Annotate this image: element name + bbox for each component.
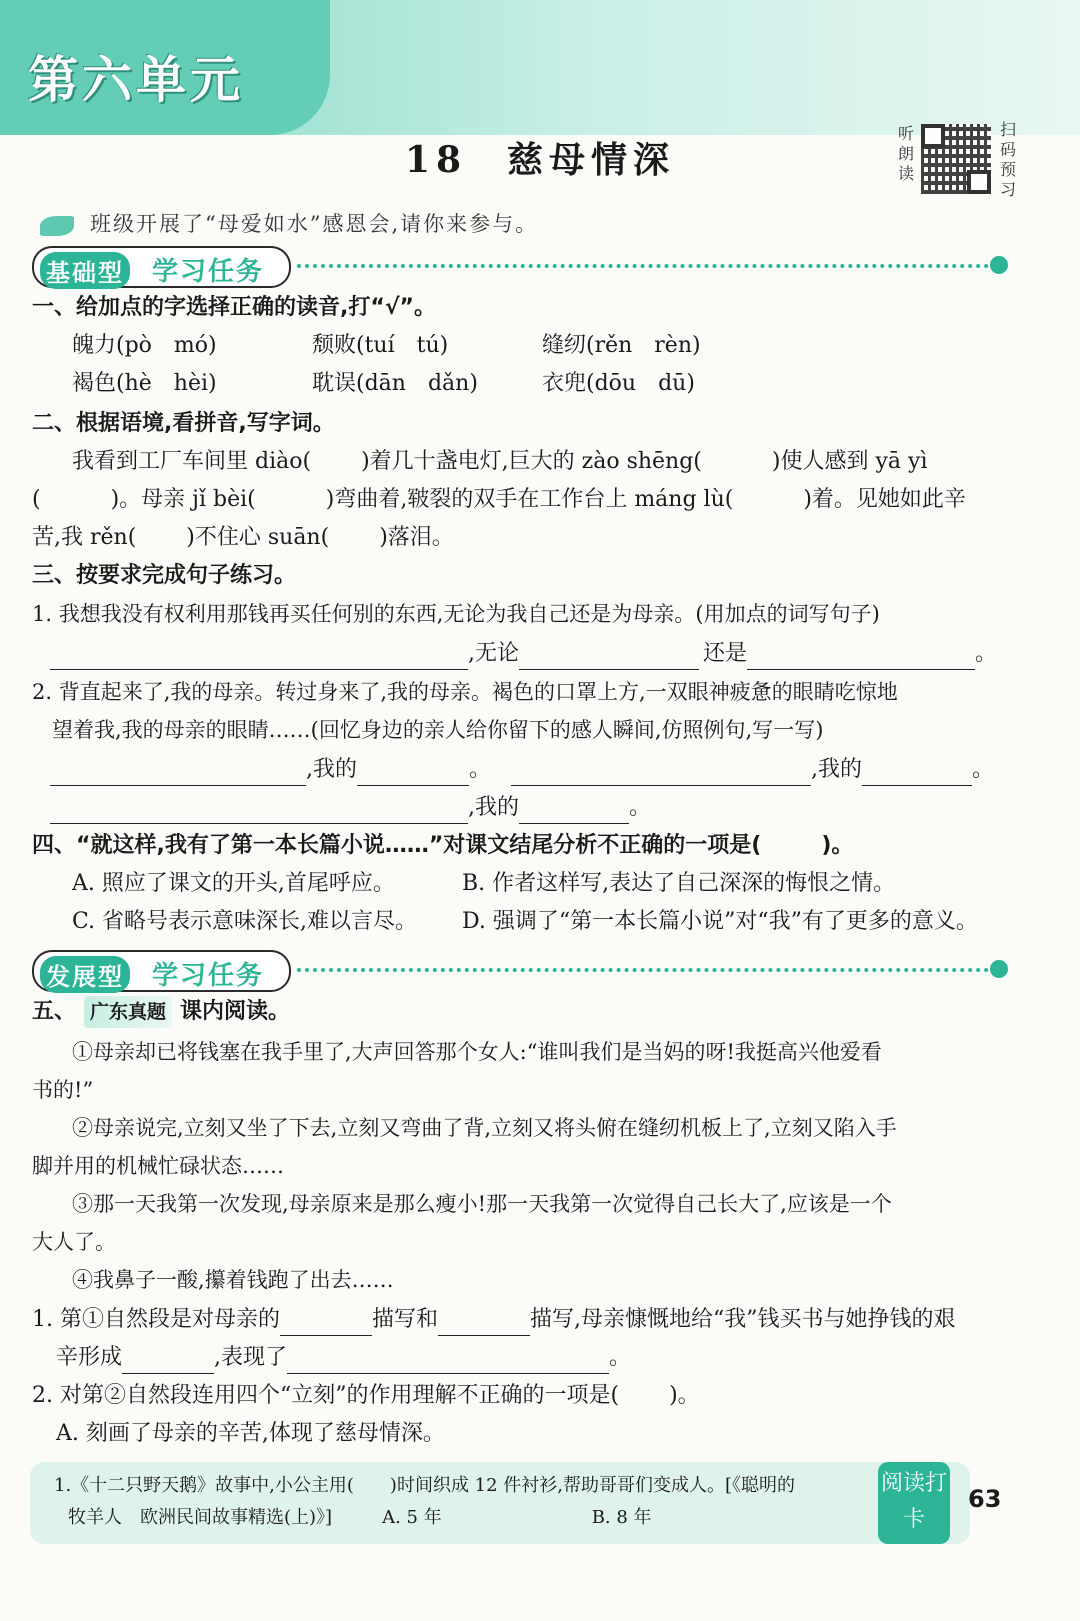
- section-type: 基础型: [40, 252, 130, 289]
- page-number: 63: [968, 1485, 1002, 1513]
- q2-title: 二、根据语境,看拼音,写字词。: [32, 411, 335, 436]
- q5-r1-text: 辛形成: [56, 1345, 123, 1370]
- q4-option-d[interactable]: D. 强调了“第一本长篇小说”对“我”有了更多的意义。: [462, 909, 978, 934]
- answer-line[interactable]: [862, 763, 972, 786]
- footer-question: [54, 1470, 874, 1534]
- qr-left-label: 听朗读: [897, 124, 914, 183]
- q2-line-2: [32, 484, 966, 516]
- answer-line[interactable]: [122, 1351, 214, 1374]
- q5-r2: [32, 1380, 700, 1412]
- q4-option-a[interactable]: A. 照应了课文的开头,首尾呼应。: [72, 871, 395, 896]
- answer-line[interactable]: [287, 1351, 609, 1374]
- q5-r2-option-a[interactable]: A. 刻画了母亲的辛苦,体现了慈母情深。: [56, 1421, 445, 1446]
- q5-passage-3a: ③那一天我第一次发现,母亲原来是那么瘦小!那一天我第一次觉得自己长大了,应该是一个: [72, 1192, 892, 1216]
- q1-item-1[interactable]: 魄力(pò mó): [72, 333, 217, 358]
- q3-title: 三、按要求完成句子练习。: [32, 563, 297, 588]
- dotted-divider: [297, 968, 997, 972]
- q3-s1: 1. 我想我没有权利用那钱再买任何别的东西,无论为我自己还是为母亲。(用加点的词写句子): [32, 602, 880, 626]
- q3-s2-a: 2. 背直起来了,我的母亲。转过身来了,我的母亲。褐色的口罩上方,一双眼神疲惫的眼睛吃惊地: [32, 680, 898, 704]
- q3-wode: ,我的: [468, 795, 519, 820]
- answer-line[interactable]: [747, 647, 975, 670]
- lesson-number: 18: [404, 139, 468, 181]
- answer-line[interactable]: [50, 801, 468, 824]
- q5-r1-line2: [56, 1342, 631, 1374]
- intro-text: 班级开展了“母爱如水”感恩会,请你来参与。: [90, 212, 539, 236]
- footer-line-2: [54, 1502, 874, 1534]
- q4-title-end: )。: [821, 833, 854, 858]
- q2-text: )落泪。: [379, 525, 454, 550]
- q5-title: [32, 996, 290, 1028]
- q3-wode: ,我的: [811, 757, 863, 782]
- q5-prefix: 五、: [32, 999, 77, 1024]
- q5-r1-text: ,表现了: [214, 1345, 288, 1370]
- q5-r2-text: 2. 对第②自然段连用四个“立刻”的作用理解不正确的一项是(: [32, 1383, 620, 1408]
- q1-item-4[interactable]: 褐色(hè hèi): [72, 371, 217, 396]
- q3-s2-b: 望着我,我的母亲的眼睛……(回忆身边的亲人给你留下的感人瞬间,仿照例句,写一写): [52, 718, 824, 742]
- answer-line[interactable]: [50, 647, 468, 670]
- q2-text: )着。见她如此辛: [803, 487, 966, 512]
- q2-line-3: [32, 522, 454, 554]
- q2-text: )不住心 suān(: [186, 525, 330, 550]
- reading-checkin-tab[interactable]: 阅读打卡: [878, 1462, 950, 1544]
- q1-item-5[interactable]: 耽误(dān dǎn): [312, 371, 478, 396]
- q5-r1-text: 1. 第①自然段是对母亲的: [32, 1307, 280, 1332]
- dotted-divider: [297, 264, 997, 268]
- q3-s2-answer-1: [50, 754, 994, 786]
- q5-passage-2a: ②母亲说完,立刻又坐了下去,立刻又弯曲了背,立刻又将头俯在缝纫机板上了,立刻又陷入手: [72, 1116, 897, 1140]
- unit-title: 第六单元: [28, 51, 244, 109]
- q3-wulun: ,无论: [468, 641, 519, 666]
- q2-text: (: [32, 487, 41, 512]
- answer-line[interactable]: [511, 763, 811, 786]
- q3-period: 。: [469, 757, 492, 782]
- q2-text: )。母亲 jǐ bèi(: [110, 487, 256, 512]
- q3-period: 。: [629, 795, 652, 820]
- answer-line[interactable]: [519, 647, 699, 670]
- q5-passage-4: ④我鼻子一酸,攥着钱跑了出去……: [72, 1268, 394, 1292]
- footer-option-a[interactable]: A. 5 年: [382, 1507, 442, 1528]
- q2-text: )着几十盏电灯,巨大的 zào shēng(: [361, 449, 702, 474]
- q3-haishi: 还是: [703, 641, 748, 666]
- q2-text: )弯曲着,皲裂的双手在工作台上 máng lù(: [325, 487, 734, 512]
- q3-s2-answer-2: [50, 792, 651, 824]
- leaf-icon: [40, 216, 74, 236]
- section-basic-header: [32, 246, 1032, 290]
- q5-passage-1a: ①母亲却已将钱塞在我手里了,大声回答那个女人:“谁叫我们是当妈的呀!我挺高兴他爱看: [72, 1040, 882, 1064]
- divider-end-dot: [990, 960, 1008, 978]
- q4-title: [32, 830, 853, 862]
- answer-line[interactable]: [438, 1313, 530, 1336]
- q5-r1-text: 。: [609, 1345, 632, 1370]
- footer-source: 牧羊人 欧洲民间故事精选(上)》]: [68, 1507, 333, 1528]
- q5-r1-text: 描写和: [371, 1307, 438, 1332]
- q4-option-b[interactable]: B. 作者这样写,表达了自己深深的悔恨之情。: [462, 871, 896, 896]
- q2-text: )使人感到 yā yì: [771, 449, 928, 474]
- answer-line[interactable]: [357, 763, 469, 786]
- q4-option-c[interactable]: C. 省略号表示意味深长,难以言尽。: [72, 909, 418, 934]
- q5-r2-end: )。: [669, 1383, 700, 1408]
- answer-line[interactable]: [50, 763, 306, 786]
- q2-text: 我看到工厂车间里 diào(: [72, 449, 312, 474]
- q1-title: 一、给加点的字选择正确的读音,打“√”。: [32, 295, 436, 320]
- q1-item-2[interactable]: 颓败(tuí tú): [312, 333, 449, 358]
- q3-period: 。: [975, 641, 998, 666]
- footer-line-1: 1.《十二只野天鹅》故事中,小公主用( )时间织成 12 件衬衫,帮助哥哥们变成人。[《聪明的: [54, 1475, 796, 1496]
- q3-wode: ,我的: [306, 757, 357, 782]
- qr-code-icon[interactable]: [921, 124, 991, 194]
- lesson-name: 慈母情深: [507, 139, 676, 181]
- qr-block[interactable]: [895, 120, 1035, 199]
- section-type: 发展型: [40, 956, 130, 993]
- footer-option-b[interactable]: B. 8 年: [591, 1507, 652, 1528]
- q5-title-text: 课内阅读。: [180, 999, 291, 1024]
- section-pill: [32, 950, 291, 992]
- q1-item-6[interactable]: 衣兜(dōu dū): [542, 371, 695, 396]
- q5-passage-3b: 大人了。: [32, 1230, 116, 1254]
- q4-title-text: 四、“就这样,我有了第一本长篇小说……”对课文结尾分析不正确的一项是(: [32, 833, 762, 858]
- answer-line[interactable]: [280, 1313, 372, 1336]
- answer-line[interactable]: [519, 801, 629, 824]
- q5-r1-text: 描写,母亲慷慨地给“我”钱买书与她挣钱的艰: [530, 1307, 956, 1332]
- q5-passage-1b: 书的!”: [32, 1078, 94, 1102]
- divider-end-dot: [990, 256, 1008, 274]
- reading-checkin-bar: [30, 1462, 970, 1544]
- q3-s1-answer: [50, 638, 997, 670]
- q5-passage-2b: 脚并用的机械忙碌状态……: [32, 1154, 284, 1178]
- section-pill: [32, 246, 291, 288]
- q2-line-1: [72, 446, 928, 478]
- intro-line: [40, 208, 538, 238]
- section-task: 学习任务: [152, 961, 265, 991]
- section-task: 学习任务: [152, 257, 265, 287]
- q5-r1-line1: [32, 1304, 956, 1336]
- q3-period: 。: [972, 757, 995, 782]
- q1-item-3[interactable]: 缝纫(rěn rèn): [542, 333, 701, 358]
- q5-tag: 广东真题: [84, 996, 172, 1028]
- section-advanced-header: [32, 950, 1032, 994]
- qr-right-label: 扫码预习: [999, 120, 1016, 199]
- q2-text: 苦,我 rěn(: [32, 525, 137, 550]
